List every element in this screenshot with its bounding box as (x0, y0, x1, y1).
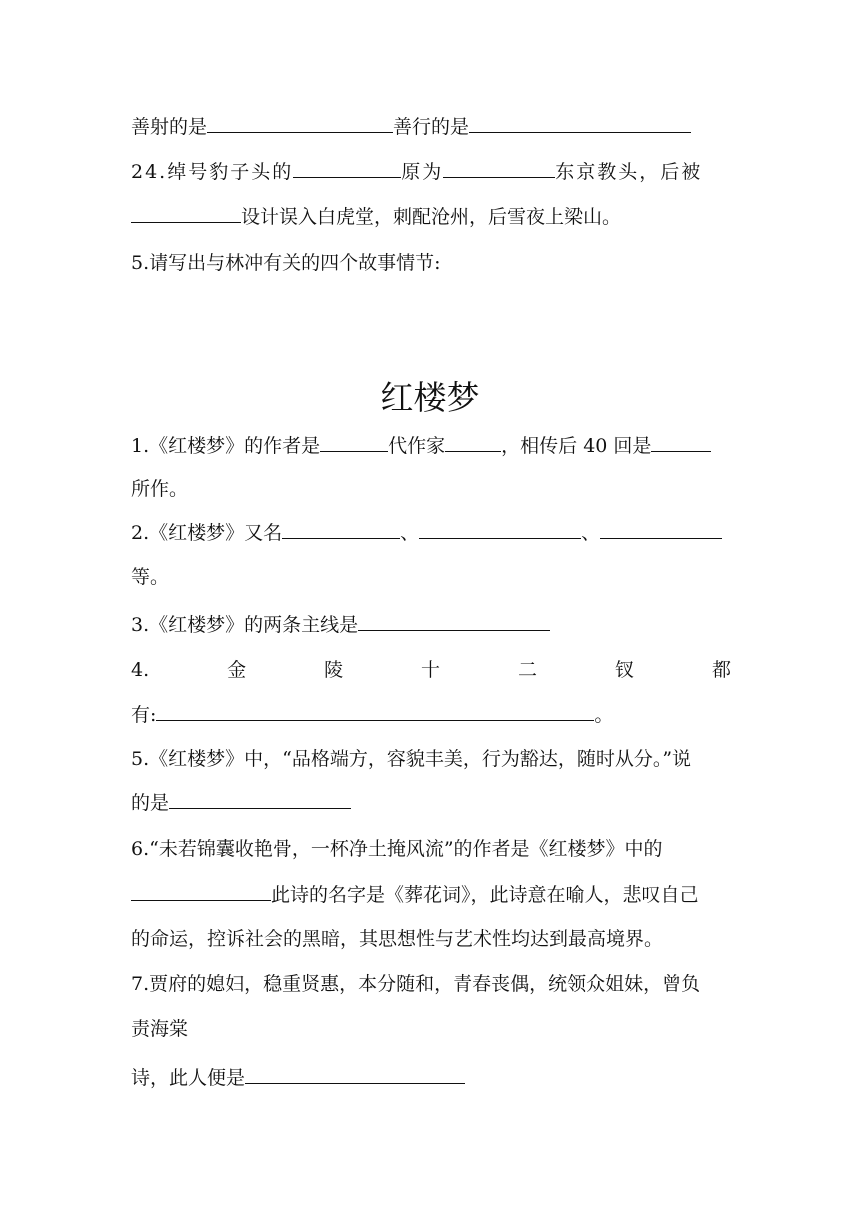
question-1-continued (131, 476, 188, 502)
q2-sep1: 、 (400, 522, 420, 544)
question-3 (131, 612, 550, 638)
question-5-linchong (131, 250, 441, 276)
q7-cont2-text: 诗，此人便是 (131, 1067, 246, 1089)
q24-text-a: 24.绰号豹子头的 (131, 161, 294, 183)
question-5-continued (131, 790, 351, 816)
question-6-continued (131, 882, 699, 908)
question-4 (131, 657, 731, 683)
question-1 (131, 433, 711, 459)
answer-blank[interactable] (245, 1065, 465, 1084)
q1-text-c: ，相传后 40 回是 (501, 435, 652, 457)
q6-cont2-text: 的命运，控诉社会的黑暗，其思想性与艺术性均达到最高境界。 (131, 928, 664, 950)
q3-text: 3.《红楼梦》的两条主线是 (131, 614, 359, 636)
question-6 (131, 836, 663, 862)
question-7-continued (131, 1016, 188, 1042)
q5-text: 5.《红楼梦》中，“品格端方，容貌丰美，行为豁达，随时从分。”说 (131, 748, 692, 770)
answer-blank[interactable] (469, 114, 691, 133)
question-2-continued (131, 564, 169, 590)
q6-cont-text: 此诗的名字是《葬花词》，此诗意在喻人，悲叹自己 (271, 884, 699, 906)
answer-blank[interactable] (358, 612, 550, 631)
answer-blank[interactable] (207, 114, 393, 133)
q4-char: 都 (711, 659, 731, 681)
question-5 (131, 746, 691, 772)
q5-linchong-text: 5.请写出与林冲有关的四个故事情节: (131, 252, 441, 274)
q1-text-b: 代作家 (388, 435, 446, 457)
answer-blank[interactable] (293, 159, 401, 178)
question-24 (131, 159, 731, 185)
q4-char: 陵 (324, 659, 344, 681)
text-shanxing: 善行的是 (393, 116, 470, 138)
q4-char: 二 (518, 659, 538, 681)
section-title: 红楼梦 (380, 378, 480, 417)
q4-char: 钗 (614, 659, 634, 681)
q2-cont-text: 等。 (131, 566, 170, 588)
q24-text-b: 原为 (401, 161, 444, 183)
answer-blank[interactable] (445, 433, 501, 452)
q4-char: 金 (227, 659, 247, 681)
q2-text-a: 2.《红楼梦》又名 (131, 522, 283, 544)
answer-blank[interactable] (320, 433, 388, 452)
q7-text: 7.贾府的媳妇，稳重贤惠，本分随和，青春丧偶，统领众姐妹，曾负 (131, 973, 701, 995)
question-24-continued (131, 204, 621, 230)
q6-text: 6.“未若锦囊收艳骨，一杯净土掩风流”的作者是《红楼梦》中的 (131, 838, 663, 860)
q4-end: 。 (594, 704, 614, 726)
question-7-continued-2 (131, 1065, 465, 1091)
q1-text-a: 1.《红楼梦》的作者是 (131, 435, 321, 457)
answer-blank[interactable] (156, 702, 594, 721)
q5-cont-text: 的是 (131, 792, 170, 814)
q4-char: 4. (131, 659, 150, 681)
q1-cont-text: 所作。 (131, 478, 189, 500)
question-4-continued (131, 702, 613, 728)
q4-char: 十 (421, 659, 441, 681)
question-7 (131, 971, 700, 997)
answer-blank[interactable] (169, 790, 351, 809)
q24-text-c: 东京教头，后被 (555, 161, 703, 183)
q2-sep2: 、 (581, 522, 601, 544)
q4-cont-text: 有: (131, 704, 157, 726)
q7-cont-text: 责海棠 (131, 1018, 189, 1040)
answer-blank[interactable] (131, 882, 271, 901)
text-shanshe: 善射的是 (131, 116, 208, 138)
answer-blank[interactable] (282, 520, 400, 539)
answer-blank[interactable] (419, 520, 581, 539)
q24-cont-text: 设计误入白虎堂，刺配沧州，后雪夜上梁山。 (241, 206, 622, 228)
question-6-continued-2 (131, 926, 663, 952)
question-2 (131, 520, 722, 546)
question-line-shanshe (131, 114, 691, 140)
answer-blank[interactable] (600, 520, 722, 539)
answer-blank[interactable] (131, 204, 241, 223)
answer-blank[interactable] (651, 433, 711, 452)
answer-blank[interactable] (443, 159, 555, 178)
